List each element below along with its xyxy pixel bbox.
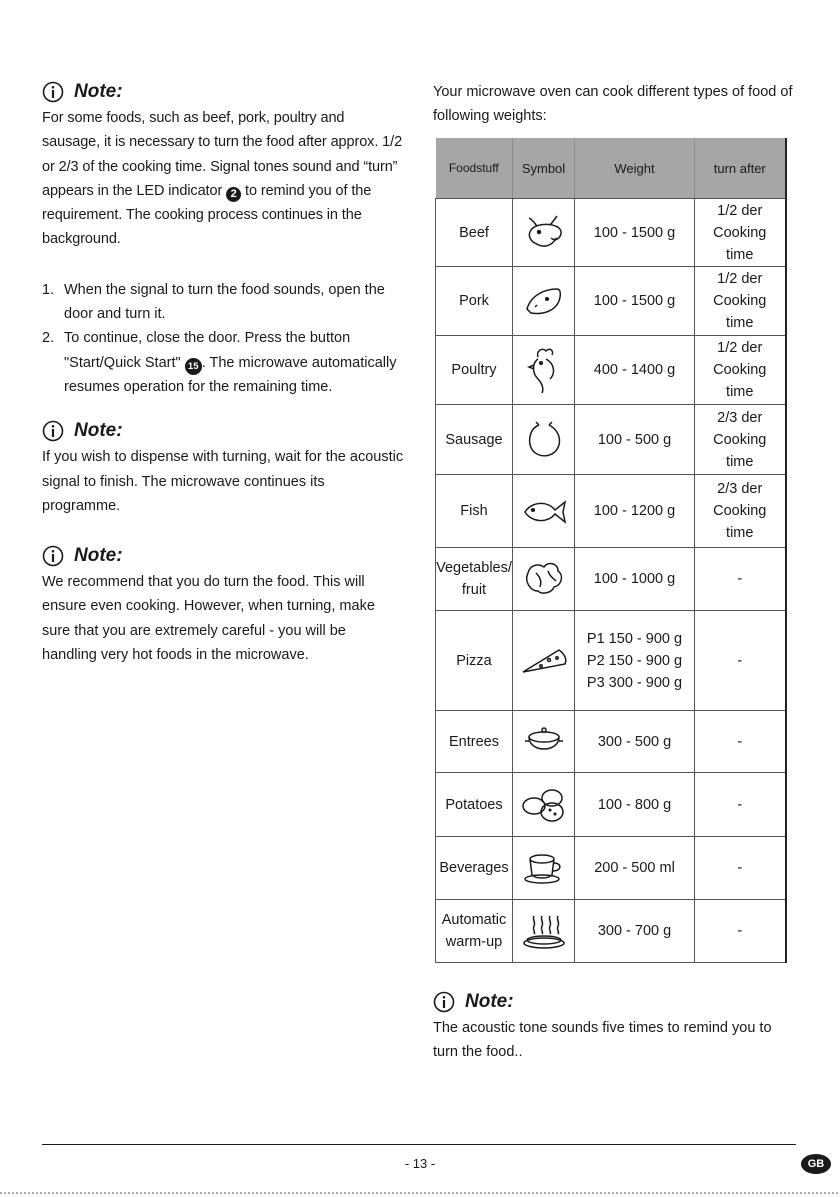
turn-cell xyxy=(695,199,786,267)
turn-line: - xyxy=(737,796,743,813)
table-intro: Your microwave oven can cook different types of food of following weights: xyxy=(433,84,793,125)
symbol-cell xyxy=(513,548,575,611)
step-text: When the signal to turn the food sounds, open the door and turn it. xyxy=(64,281,385,323)
turn-cell xyxy=(695,475,786,548)
note-text-part: to remind you of the requirement. The cooking process continues in the background. xyxy=(42,182,372,248)
turn-cell xyxy=(695,336,786,405)
weight-line: 100 - 800 g xyxy=(597,796,672,813)
language-badge: GB xyxy=(801,1154,831,1174)
food-table xyxy=(435,138,787,963)
steps-list xyxy=(42,278,404,399)
symbol-cell xyxy=(513,336,575,405)
weight-cell xyxy=(575,773,695,837)
turn-line: Cooking xyxy=(713,293,767,309)
food-cell: Automatic warm-up xyxy=(436,900,513,963)
note-title: Note: xyxy=(74,81,123,102)
turn-cell xyxy=(695,837,786,900)
turn-cell xyxy=(695,548,786,611)
weight-line: 100 - 1500 g xyxy=(593,293,676,309)
food-cell: Pork xyxy=(436,267,513,336)
food-cell: Vegetables/fruit xyxy=(436,548,513,611)
turn-line: 1/2 der xyxy=(717,340,763,356)
weight-line: 400 - 1400 g xyxy=(593,362,676,378)
weight-cell xyxy=(575,711,695,773)
note-title: Note: xyxy=(74,420,123,442)
turn-cell xyxy=(695,900,786,963)
beef-icon xyxy=(521,210,567,256)
vegetables-icon xyxy=(522,559,566,599)
weight-cell xyxy=(575,336,695,405)
turn-line: time xyxy=(726,246,754,263)
note-heading xyxy=(42,78,404,106)
turn-line: 1/2 der xyxy=(717,202,763,219)
symbol-cell xyxy=(513,837,575,900)
turn-cell xyxy=(695,773,786,837)
food-cell: Beverages xyxy=(436,837,513,900)
poultry-icon xyxy=(524,345,564,395)
table-row xyxy=(436,199,786,267)
column-header: Foodstuff xyxy=(436,138,513,198)
turn-line: - xyxy=(737,652,743,669)
weight-line: P1 150 - 900 g xyxy=(586,630,683,647)
turn-cell xyxy=(695,711,786,773)
fish-icon xyxy=(521,496,567,526)
weight-cell xyxy=(575,611,695,711)
food-cell: Beef xyxy=(436,199,513,267)
table-row xyxy=(436,773,786,837)
step-number: 1. xyxy=(42,281,55,298)
weight-cell xyxy=(575,267,695,336)
column-header: turn after xyxy=(695,138,786,198)
table-row xyxy=(436,267,786,336)
list-item xyxy=(42,278,404,327)
symbol-cell xyxy=(513,611,575,711)
table-row xyxy=(436,611,786,711)
table-row xyxy=(436,405,786,475)
weight-cell xyxy=(575,199,695,267)
symbol-cell xyxy=(513,475,575,548)
turn-line: Cooking xyxy=(713,362,767,378)
note-heading xyxy=(42,542,404,570)
weight-cell xyxy=(575,548,695,611)
reference-number: 15 xyxy=(185,358,202,375)
table-row xyxy=(436,711,786,773)
turn-line: - xyxy=(737,923,743,939)
note-title: Note: xyxy=(465,991,514,1012)
turn-line: time xyxy=(726,453,754,470)
step-text-part: . The microwave automatically resumes operation for the remaining time. xyxy=(64,354,397,395)
table-row xyxy=(436,336,786,405)
info-icon xyxy=(433,991,455,1013)
food-cell: Potatoes xyxy=(436,773,513,837)
turn-line: - xyxy=(737,571,743,587)
weight-line: P3 300 - 900 g xyxy=(586,674,683,691)
sausage-icon xyxy=(523,419,565,461)
turn-line: - xyxy=(737,733,743,750)
food-cell: Fish xyxy=(436,475,513,548)
note-text: If you wish to dispense with turning, wait for the acoustic signal to finish. The microwave continues its programme. xyxy=(42,449,404,514)
weight-cell xyxy=(575,405,695,475)
step-number: 2. xyxy=(42,330,55,347)
weight-cell xyxy=(575,900,695,963)
weight-line: 100 - 1000 g xyxy=(593,571,676,587)
turn-line: 2/3 der xyxy=(717,409,763,426)
note-text xyxy=(42,106,404,252)
table-row xyxy=(436,548,786,611)
turn-line: Cooking xyxy=(713,503,767,519)
info-icon xyxy=(42,545,64,567)
weight-line: 300 - 700 g xyxy=(597,923,672,939)
turn-line: time xyxy=(726,384,754,400)
step-text-part: To continue, close the door. Press the button "Start/Quick Start" xyxy=(64,330,351,371)
note-heading xyxy=(42,417,404,445)
step-text xyxy=(64,326,404,399)
column-header: Symbol xyxy=(513,138,575,198)
food-cell: Entrees xyxy=(436,711,513,773)
weight-line: 100 - 1500 g xyxy=(593,224,676,241)
pizza-icon xyxy=(519,646,569,676)
note-text: We recommend that you do turn the food. This will ensure even cooking. However, when turning, make sure that you are extremely careful - you will be handling very hot foods in the microwave. xyxy=(42,574,375,664)
column-header: Weight xyxy=(575,138,695,198)
pot-icon xyxy=(522,723,566,761)
weight-line: 100 - 1200 g xyxy=(593,503,676,519)
right-column xyxy=(433,80,797,129)
turn-line: 1/2 der xyxy=(717,271,763,287)
weight-line: 200 - 500 ml xyxy=(594,860,675,876)
reference-number: 2 xyxy=(226,187,241,202)
turn-line: - xyxy=(737,860,743,876)
info-icon xyxy=(42,81,64,103)
turn-line: time xyxy=(726,315,754,331)
weight-line: 100 - 500 g xyxy=(597,431,672,448)
note-heading xyxy=(433,988,797,1016)
note-title: Note: xyxy=(74,545,123,567)
symbol-cell xyxy=(513,900,575,963)
turn-cell xyxy=(695,267,786,336)
weight-cell xyxy=(575,475,695,548)
turn-line: 2/3 der xyxy=(717,481,763,497)
potatoes-icon xyxy=(520,786,568,824)
food-cell: Sausage xyxy=(436,405,513,475)
page-number: - 13 - xyxy=(404,1156,436,1171)
footer-divider xyxy=(42,1144,796,1145)
food-cell: Pizza xyxy=(436,611,513,711)
weight-line: 300 - 500 g xyxy=(597,733,672,750)
turn-line: Cooking xyxy=(713,224,767,241)
symbol-cell xyxy=(513,267,575,336)
table-row xyxy=(436,837,786,900)
turn-line: time xyxy=(726,525,754,541)
symbol-cell xyxy=(513,199,575,267)
note-text-part: For some foods, such as beef, pork, poultry and sausage, it is necessary to turn the food after approx. 1/2 or 2/3 of the cooking time. Signal tones sound and “turn” appears in the LED indicator xyxy=(42,110,403,199)
info-icon xyxy=(42,420,64,442)
cup-icon xyxy=(522,849,566,887)
turn-line: Cooking xyxy=(713,431,767,448)
pork-icon xyxy=(521,281,567,321)
turn-cell xyxy=(695,405,786,475)
table-row xyxy=(436,475,786,548)
warm-up-icon xyxy=(522,912,566,950)
weight-line: P2 150 - 900 g xyxy=(586,652,683,669)
table-row xyxy=(436,900,786,963)
print-strip xyxy=(0,1192,840,1194)
turn-cell xyxy=(695,611,786,711)
symbol-cell xyxy=(513,711,575,773)
food-cell: Poultry xyxy=(436,336,513,405)
table-header-row xyxy=(436,138,786,198)
list-item xyxy=(42,326,404,399)
symbol-cell xyxy=(513,405,575,475)
weight-cell xyxy=(575,837,695,900)
note-bottom xyxy=(433,988,797,1065)
note-text: The acoustic tone sounds five times to remind you to turn the food.. xyxy=(433,1020,772,1061)
left-column xyxy=(42,78,404,667)
symbol-cell xyxy=(513,773,575,837)
